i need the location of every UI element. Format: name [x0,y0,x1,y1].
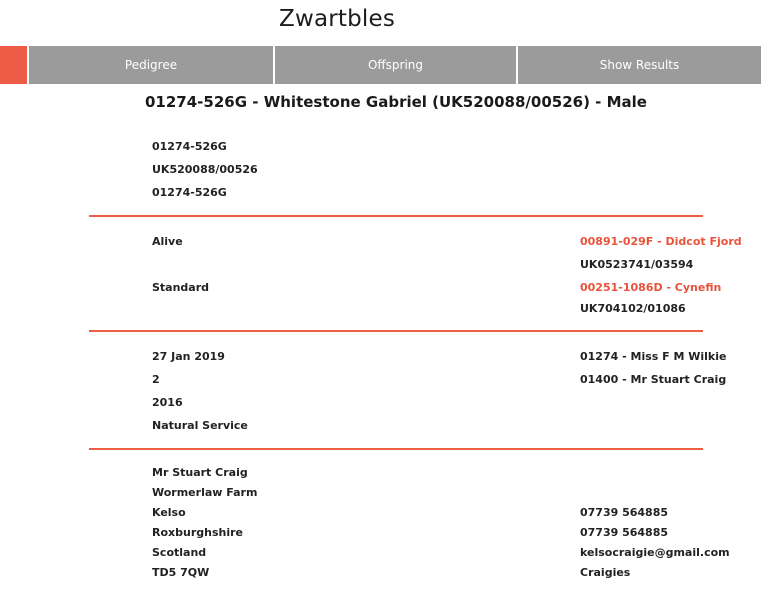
section-divider [89,215,703,217]
mobile-value: 07739 564885 [580,526,669,539]
tab-offspring[interactable]: Offspring [275,46,516,84]
volume-number-value: 2016 [152,396,183,409]
number-born-value: 2 [152,373,160,386]
conception-type-value: Natural Service [152,419,248,432]
registration-number-value: 01274-526G [152,140,227,153]
date-of-birth-value: 27 Jan 2019 [152,350,225,363]
section-divider [89,330,703,332]
owner-address-line: Roxburghshire [152,526,243,539]
zsa-tag-value: 01274-526G [152,186,227,199]
tab-bar [0,46,761,84]
tel-value: 07739 564885 [580,506,669,519]
owner-address-line: Wormerlaw Farm [152,486,258,499]
page-title: Zwartbles [279,6,396,32]
tab-pedigree[interactable]: Pedigree [29,46,273,84]
dam-tag: UK704102/01086 [580,302,686,315]
sire-link[interactable]: 00891-029F - Didcot Fjord [580,235,742,248]
nav-accent-block [0,46,27,84]
owner-address-line: Mr Stuart Craig [152,466,248,479]
owner-address-line: Scotland [152,546,207,559]
status-value: Alive [152,235,183,248]
breeder-value: 01274 - Miss F M Wilkie [580,350,727,363]
registration-type-value: Standard [152,281,210,294]
owner-value: 01400 - Mr Stuart Craig [580,373,727,386]
sire-tag: UK0523741/03594 [580,258,694,271]
eid-tag-value: UK520088/00526 [152,163,258,176]
dam-link[interactable]: 00251-1086D - Cynefin [580,281,722,294]
owner-address-line: TD5 7QW [152,566,210,579]
prefix-value: Craigies [580,566,631,579]
animal-heading: 01274-526G - Whitestone Gabriel (UK520088/00526) - Male [145,93,647,111]
section-divider [89,448,703,450]
tab-show-results[interactable]: Show Results [518,46,761,84]
email-value: kelsocraigie@gmail.com [580,546,730,559]
owner-address-line: Kelso [152,506,186,519]
